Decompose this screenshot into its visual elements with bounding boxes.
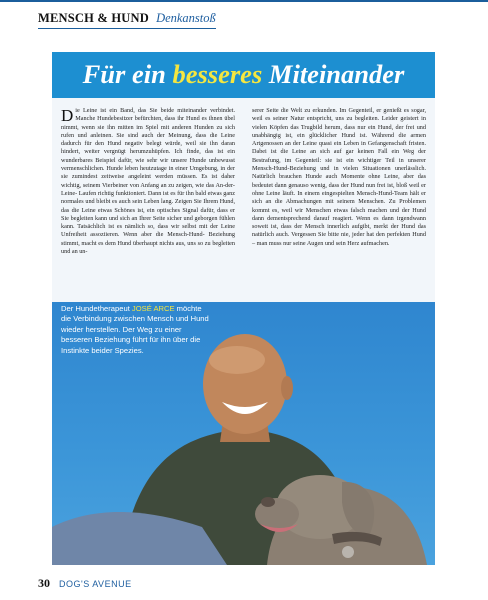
caption-rest: möchte die Verbindung zwischen Mensch und Hund wieder herstellen. Der Weg zu einer besseren Beziehung führt für ihn über die Instinkte beider Spezies. (61, 304, 209, 355)
article-panel (52, 52, 435, 565)
article-body (52, 98, 435, 324)
title-part-1: Für ein (82, 59, 173, 89)
page-header (38, 11, 216, 26)
article-title (52, 59, 435, 90)
title-highlight: besseres (172, 59, 263, 89)
photo-caption (61, 304, 209, 356)
caption-prefix: Der Hundetherapeut (61, 304, 132, 313)
column-1-text: ie Leine ist ein Band, das Sie beide miteinander verbindet. Manche Hundebesitzer befürchten, dass ihr Hund es ihnen übel nimmt, wenn sie ihn mitten im Spiel mit anderen Hunden zu sich rufen und anleinen. Sie sind auch der Meinung, dass die Leine dadurch für den Hund negativ belegt würde, weil sie ihn daran hindert, weiter vergnügt herumzuhüpfen. Ich finde, das ist ein wunderbares Beispiel dafür, wie sehr wir unsere Hunde unbewusst vermenschlichen. Hunde leben heutzutage in einer Umgebung, in der sie zumindest zeitweise angeleint werden müssen. Es ist daher wichtig, seinem Vierbeiner von Anfang an zu zeigen, wie das An-der-Leine- Laufen richtig funktioniert. Dann ist es für ihn bald etwas ganz normales und bleibt es auch sein Leben lang. Zeigen Sie Ihrem Hund, das die Leine etwas Schönes ist, ein optisches Signal dafür, dass er Sie begleiten kann und sich an Ihrer Seite sicher und geborgen fühlen kann. Tatsächlich ist es nämlich so, dass wir selbst mit der Leine Unfreiheit assoziieren. Wenn aber die Mensch-Hund- Beziehung stimmt, macht es dem Hund überhaupt nichts aus, uns so zu begleiten und an un- (61, 107, 235, 256)
text-column-left (61, 107, 235, 256)
section-title: MENSCH & HUND (38, 11, 149, 25)
caption-name: JOSÉ ARCE (131, 304, 175, 313)
page-footer (38, 576, 132, 591)
drop-cap: D (61, 106, 74, 125)
title-band (52, 52, 435, 98)
title-part-2: Miteinander (262, 59, 405, 89)
column-2-text: serer Seite die Welt zu erkunden. Im Gegenteil, er genießt es sogar, weil es seiner Natur entspricht, uns zu begleiten. Leider geistert in vielen Köpfen das Trugbild herum, dass nur ein Hund, der frei und unabhängig ist, ein glücklicher Hund ist. Während die armen Artgenossen an der Leine quasi ein Leben in Gefangenschaft fristen. Dabei ist die Leine an sich auf gar keinen Fall ein Weg der Bestrafung, im Gegenteil: sie ist ein wichtiger Teil in unserer Mensch-Hund-Beziehung und in vielen Situationen unerlässlich. Natürlich brauchen Hunde auch Momente ohne Leine, aber das bedeutet dann genauso wenig, dass der Hund nun frei ist, bloß weil er ohne Leine läuft. In einem eingespielten Mensch-Hund-Team hält er sich an die Abmachungen mit seinem Menschen. Zu Problemen kommt es, weil wir Menschen etwas falsch machen und der Hund dann dementsprechend darauf reagiert. Wenn es dann irgendwann soweit ist, dass der Mensch innerlich aufgibt, merkt der Hund das natürlich auch. Vergessen Sie bitte nie, jeder hat den perfekten Hund – man muss nur seine Augen und sein Herz aufmachen. (252, 107, 426, 247)
top-accent-bar (0, 0, 488, 2)
subsection-title: Denkanstoß (156, 11, 216, 25)
header-rule (38, 28, 216, 29)
magazine-name: DOG'S AVENUE (59, 579, 132, 589)
text-column-right (252, 107, 426, 248)
page-number: 30 (38, 576, 50, 590)
